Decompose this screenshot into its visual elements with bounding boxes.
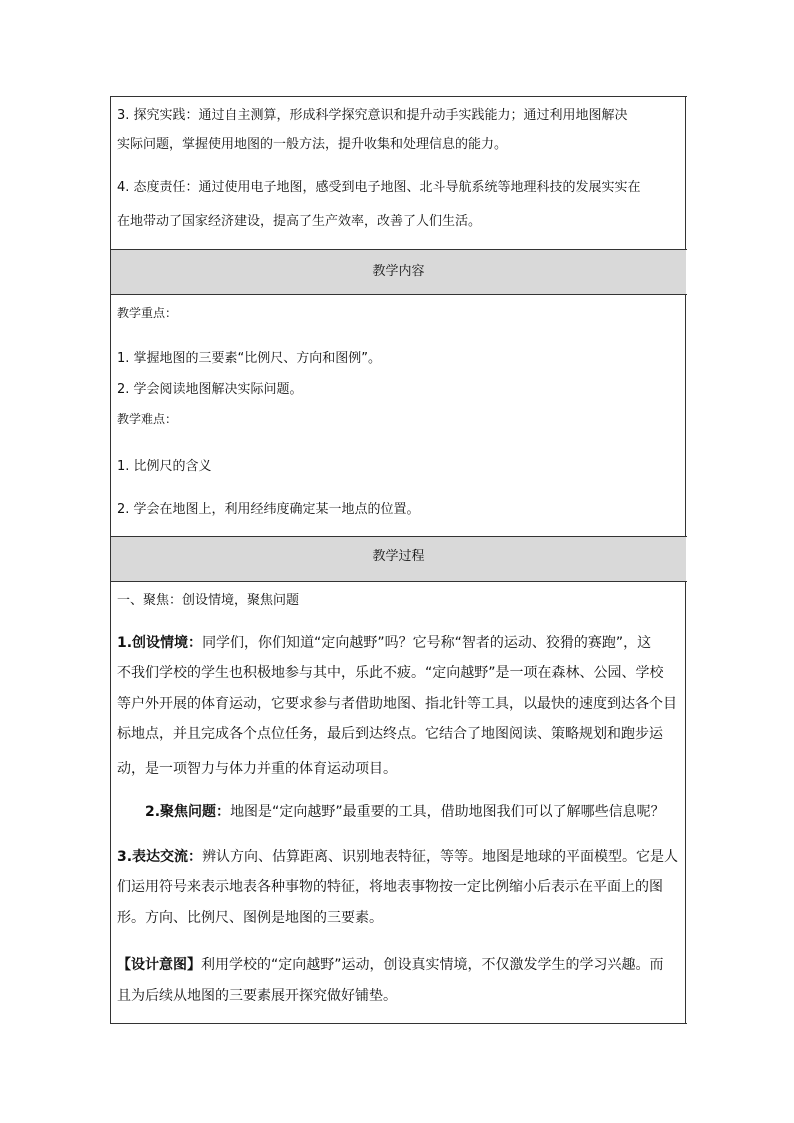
row-divider — [110, 294, 687, 295]
design-intent-label: 【设计意图】 — [117, 957, 201, 973]
paragraph-3-line-3: 形。方向、比例尺、图例是地图的三要素。 — [117, 910, 383, 926]
table-bottom-border — [110, 1023, 687, 1024]
design-intent-line-1: 【设计意图】利用学校的“定向越野”运动，创设真实情境，不仅激发学生的学习兴趣。而 — [117, 957, 664, 973]
table-top-border — [110, 96, 687, 97]
step-1-title: 一、聚焦：创设情境，聚焦问题 — [117, 593, 300, 608]
paragraph-2-label: 2.聚焦问题： — [145, 804, 231, 820]
design-intent-line-2: 且为后续从地图的三要素展开探究做好铺垫。 — [117, 988, 397, 1004]
objective-item-4-line-2: 在地带动了国家经济建设，提高了生产效率，改善了人们生活。 — [117, 214, 482, 229]
paragraph-3-label: 3.表达交流： — [117, 849, 203, 865]
paragraph-1-line-4: 标地点，并且完成各个点位任务，最后到达终点。它结合了地图阅读、策略规划和跑步运 — [117, 726, 663, 742]
key-point-1: 1. 掌握地图的三要素“比例尺、方向和图例”。 — [117, 351, 382, 366]
difficulty-1: 1. 比例尺的含义 — [117, 459, 212, 474]
process-section-header: 教学过程 — [372, 549, 425, 564]
paragraph-3-line-1: 3.表达交流：辨认方向、估算距离、识别地表特征，等等。地图是地球的平面模型。它是人 — [117, 849, 679, 865]
paragraph-3-line-2: 们运用符号来表示地表各种事物的特征，将地表事物按一定比例缩小后表示在平面上的图 — [117, 879, 663, 895]
paragraph-1-line-2: 不我们学校的学生也积极地参与其中，乐此不疲。“定向越野”是一项在森林、公园、学校 — [117, 665, 664, 681]
paragraph-1-line-3: 等户外开展的体育运动，它要求参与者借助地图、指北针等工具，以最快的速度到达各个目 — [117, 696, 677, 712]
content-section-header: 教学内容 — [372, 264, 425, 279]
paragraph-1-line-1: 1.创设情境：同学们，你们知道“定向越野”吗？它号称“智者的运动、狡猾的赛跑”，这 — [117, 635, 652, 651]
paragraph-1-line-5: 动，是一项智力与体力并重的体育运动项目。 — [117, 761, 397, 777]
objective-item-4-line-1: 4. 态度责任：通过使用电子地图，感受到电子地图、北斗导航系统等地理科技的发展实实在 — [117, 180, 641, 195]
difficulty-2: 2. 学会在地图上，利用经纬度确定某一地点的位置。 — [117, 502, 420, 517]
paragraph-2: 2.聚焦问题：地图是“定向越野”最重要的工具，借助地图我们可以了解哪些信息呢？ — [145, 804, 665, 820]
paragraph-1-label: 1.创设情境： — [117, 635, 203, 651]
objective-item-3-line-2: 实际问题，掌握使用地图的一般方法，提升收集和处理信息的能力。 — [117, 137, 508, 152]
difficulties-label: 教学难点： — [117, 412, 178, 426]
row-divider — [110, 581, 687, 582]
key-point-2: 2. 学会阅读地图解决实际问题。 — [117, 382, 303, 397]
key-points-label: 教学重点： — [117, 306, 178, 320]
objective-item-3-line-1: 3. 探究实践：通过自主测算，形成科学探究意识和提升动手实践能力；通过利用地图解决 — [117, 108, 628, 123]
